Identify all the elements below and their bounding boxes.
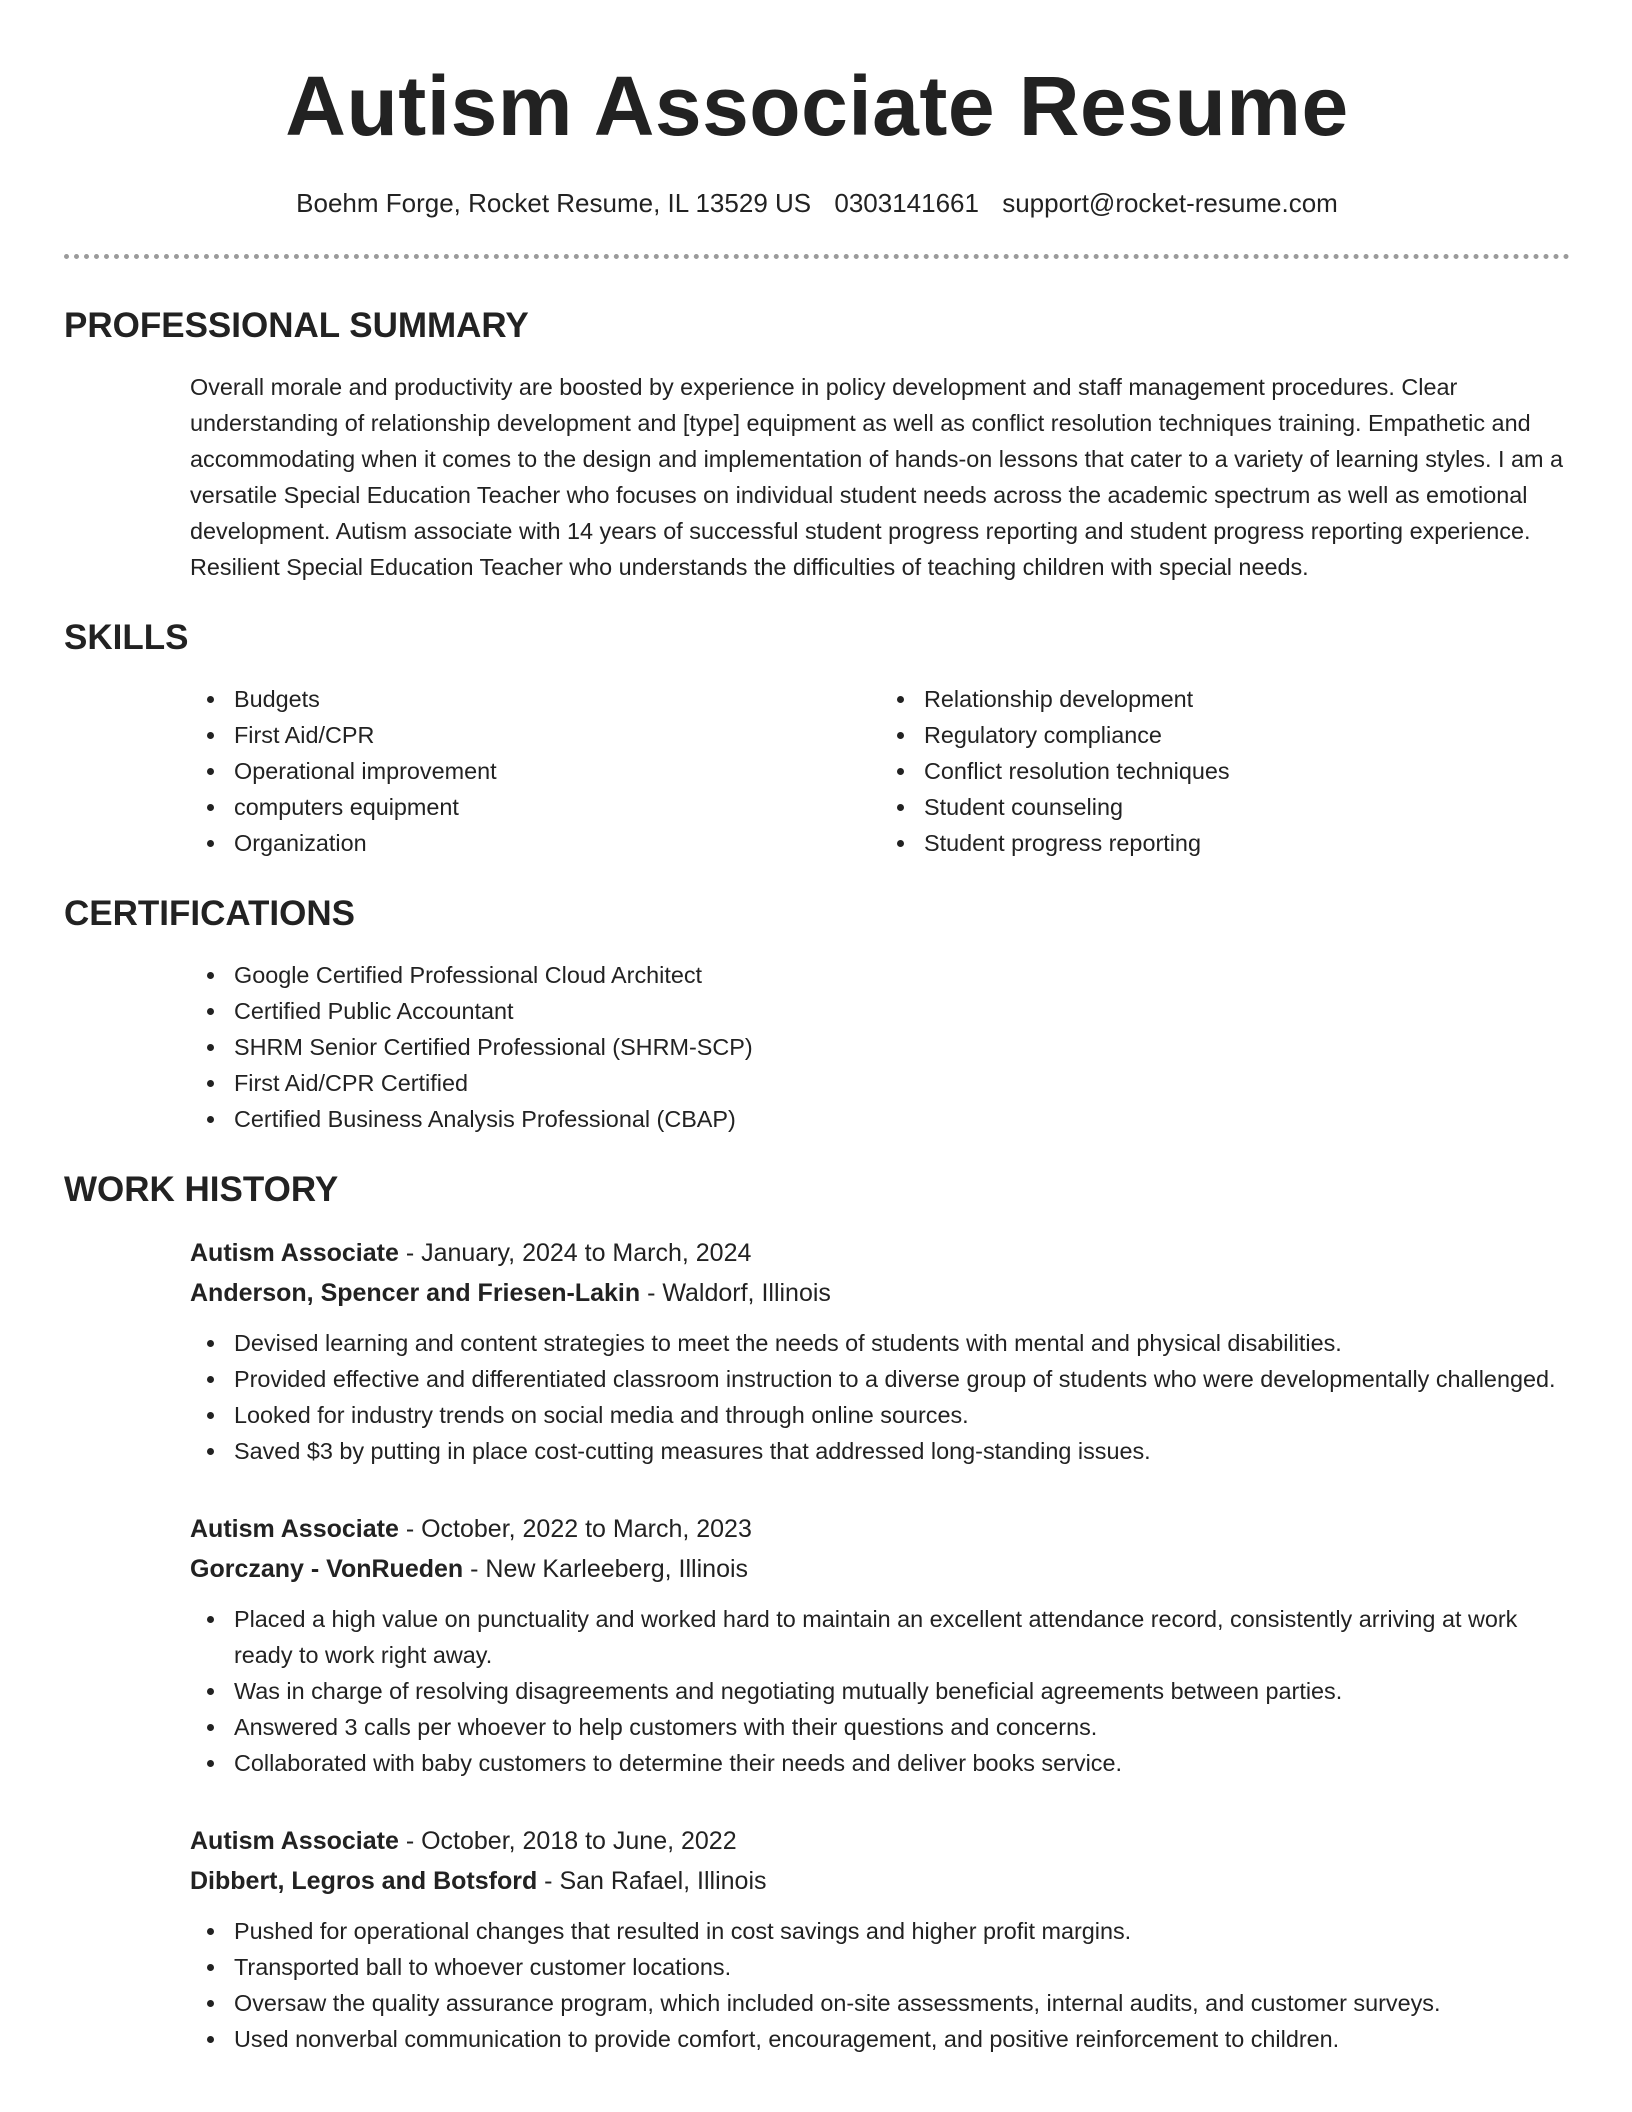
job-title-line [190,1821,1570,1861]
job-location: - Waldorf, Illinois [640,1279,831,1307]
job-bullet: Oversaw the quality assurance program, which included on-site assessments, internal audits, and customer surveys. [234,1985,1570,2021]
job-bullets [190,1325,1570,1469]
job-company: Anderson, Spencer and Friesen-Lakin [190,1279,641,1307]
job-company-line [190,1549,1570,1589]
job-bullet: Answered 3 calls per whoever to help customers with their questions and concerns. [234,1709,1570,1745]
job-bullets [190,1601,1570,1781]
resume-page [64,0,1570,2057]
skill-item: Student progress reporting [924,825,1570,861]
certifications-list [190,957,1570,1137]
job-company-line [190,1273,1570,1313]
job-bullet: Transported ball to whoever customer locations. [234,1949,1570,1985]
section-title-summary: PROFESSIONAL SUMMARY [64,306,529,345]
certification-item: Google Certified Professional Cloud Architect [234,957,1570,993]
header-divider [64,254,1570,259]
job-title-line [190,1509,1570,1549]
job-bullet: Used nonverbal communication to provide comfort, encouragement, and positive reinforcement to children. [234,2021,1570,2057]
skill-item: First Aid/CPR [234,717,880,753]
job-company: Dibbert, Legros and Botsford [190,1867,538,1895]
skill-item: Organization [234,825,880,861]
skill-item: Budgets [234,681,880,717]
contact-address: Boehm Forge, Rocket Resume, IL 13529 US [296,188,812,218]
job-company-line [190,1861,1570,1901]
skill-item: Operational improvement [234,753,880,789]
contact-line [64,186,1570,220]
work-history-list [190,1233,1570,2057]
skills-list-right [880,681,1570,861]
job-location: - New Karleeberg, Illinois [463,1555,749,1583]
section-title-certifications: CERTIFICATIONS [64,894,356,933]
job-entry [190,1233,1570,1469]
job-entry [190,1821,1570,2057]
job-title-line [190,1233,1570,1273]
skills-columns [190,681,1570,861]
contact-phone: 0303141661 [834,188,979,218]
job-bullet: Pushed for operational changes that resulted in cost savings and higher profit margins. [234,1913,1570,1949]
job-bullet: Placed a high value on punctuality and worked hard to maintain an excellent attendance record, consistently arriving at work ready to work right away. [234,1601,1570,1673]
job-bullet: Looked for industry trends on social media and through online sources. [234,1397,1570,1433]
skill-item: Student counseling [924,789,1570,825]
job-role: Autism Associate [190,1827,399,1855]
job-bullet: Collaborated with baby customers to determine their needs and deliver books service. [234,1745,1570,1781]
job-location: - San Rafael, Illinois [537,1867,767,1895]
job-role: Autism Associate [190,1239,399,1267]
job-bullets [190,1913,1570,2057]
job-dates: - October, 2018 to June, 2022 [398,1827,737,1855]
resume-title: Autism Associate Resume [285,59,1349,153]
job-bullet: Saved $3 by putting in place cost-cutting measures that addressed long-standing issues. [234,1433,1570,1469]
job-role: Autism Associate [190,1515,399,1543]
summary-text: Overall morale and productivity are boosted by experience in policy development and staff management procedures. Clear understanding of relationship development and [type] equipment as well as conflict resolution techniques training. Empathetic and accommodating when it comes to the design and implementation of hands-on lessons that cater to a variety of learning styles. I am a versatile Special Education Teacher who focuses on individual student needs across the academic spectrum as well as emotional development. Autism associate with 14 years of successful student progress reporting and student progress reporting experience. Resilient Special Education Teacher who understands the difficulties of teaching children with special needs. [190,374,1563,580]
job-bullet: Provided effective and differentiated classroom instruction to a diverse group of students who were developmentally challenged. [234,1361,1570,1397]
job-bullet: Was in charge of resolving disagreements and negotiating mutually beneficial agreements between parties. [234,1673,1570,1709]
certification-item: Certified Business Analysis Professional (CBAP) [234,1101,1570,1137]
job-dates: - October, 2022 to March, 2023 [398,1515,752,1543]
certification-item: SHRM Senior Certified Professional (SHRM-SCP) [234,1029,1570,1065]
section-title-work-history: WORK HISTORY [64,1170,339,1209]
job-company: Gorczany - VonRueden [190,1555,464,1583]
contact-email: support@rocket-resume.com [1002,188,1338,218]
skills-list-left [190,681,880,861]
section-title-skills: SKILLS [64,618,189,657]
job-entry [190,1509,1570,1781]
skill-item: computers equipment [234,789,880,825]
certification-item: First Aid/CPR Certified [234,1065,1570,1101]
job-bullet: Devised learning and content strategies to meet the needs of students with mental and physical disabilities. [234,1325,1570,1361]
certification-item: Certified Public Accountant [234,993,1570,1029]
skill-item: Relationship development [924,681,1570,717]
job-dates: - January, 2024 to March, 2024 [398,1239,752,1267]
skill-item: Conflict resolution techniques [924,753,1570,789]
skill-item: Regulatory compliance [924,717,1570,753]
